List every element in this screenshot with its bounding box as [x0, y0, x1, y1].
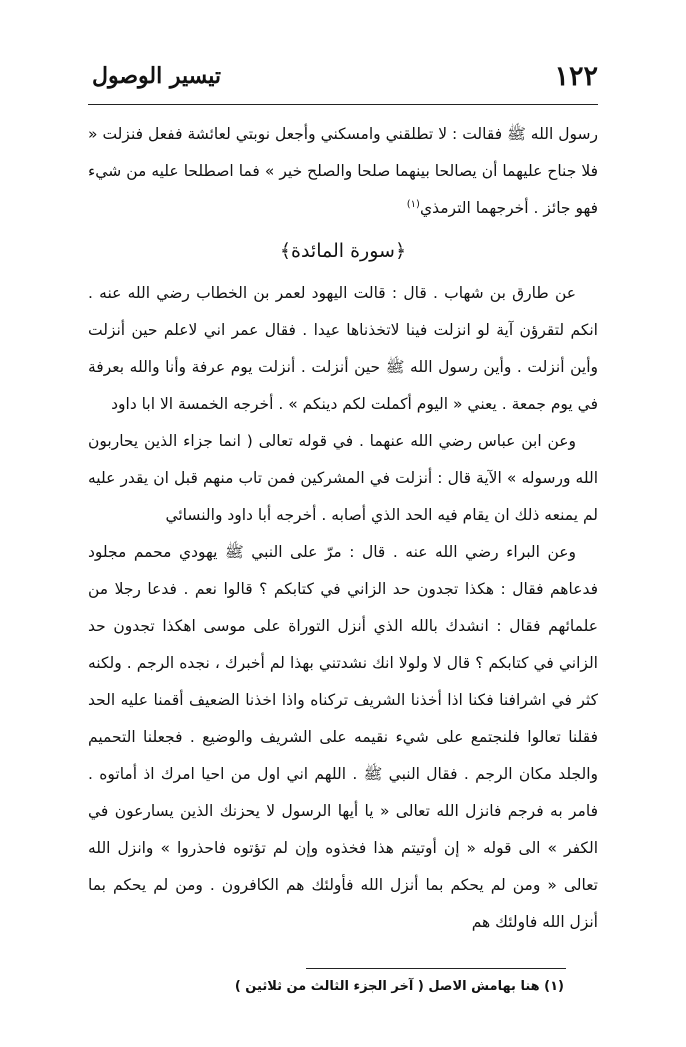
running-head: تيسير الوصول: [92, 63, 222, 89]
surah-title: ﴿سورة المائدة﴾: [279, 240, 407, 262]
paragraph-3: وعن ابن عباس رضي الله عنهما . في قوله تعالى ( انما جزاء الذين يحاربون الله ورسوله » الآية قال : أنزلت في المشركين فمن تاب منهم قبل ان يقدر عليه لم يمنعه ذلك ان يقام فيه الحد الذي أصابه . أخرجه أبا داود والنسائي: [88, 432, 598, 524]
page-header: [92, 56, 598, 96]
page-number: ١٢٢: [554, 60, 598, 92]
paragraph-1: [88, 116, 598, 227]
paragraph-2: عن طارق بن شهاب . قال : قالت اليهود لعمر بن الخطاب رضي الله عنه . انكم لتقرؤن آية لو انزلت فينا لاتخذناها عيدا . فقال عمر اني لاعلم حين أنزلت وأين أنزلت . وأين رسول الله ﷺ حين أنزلت . أنزلت يوم عرفة وأنا والله بعرفة في يوم جمعة . يعني « اليوم أكملت لكم دينكم » . أخرجه الخمسة الا ابا داود: [88, 284, 598, 413]
footnote-ref: (١): [406, 198, 420, 210]
paragraph-1-text: رسول الله ﷺ فقالت : لا تطلقني وامسكني وأجعل نوبتي لعائشة ففعل فنزلت « فلا جناح عليهما أن يصالحا بينهما صلحا والصلح خير » فما اصطلحا عليه من شيء فهو جائز . أخرجهما الترمذي: [88, 125, 598, 217]
header-rule: [88, 104, 598, 105]
paragraph-4: وعن البراء رضي الله عنه . قال : مرّ على النبي ﷺ يهودي محمم مجلود فدعاهم فقال : هكذا تجدون حد الزاني في كتابكم ؟ قالوا نعم . فدعا رجلا من علمائهم فقال : انشدك بالله الذي أنزل التوراة على موسى اهكذا تجدون حد الزاني في كتابكم ؟ قال لا ولولا انك نشدتني بهذا لم أخبرك ، نجده الرجم . ولكنه كثر في اشرافنا فكنا اذا أخذنا الشريف تركناه واذا اخذنا الضعيف أقمنا عليه الحد فقلنا تعالوا فلنجتمع على شيء نقيمه على الشريف والوضيع . فجعلنا التحميم والجلد مكان الرجم . فقال النبي ﷺ . اللهم اني اول من احيا امرك اذ أماتوه . فامر به فرجم فانزل الله تعالى « يا أيها الرسول لا يحزنك الذين يسارعون في الكفر » الى قوله « إن أوتيتم هذا فخذوه وإن لم تؤتوه فاحذروا » وانزل الله تعالى « ومن لم يحكم بما أنزل الله فأولئك هم الكافرون . ومن لم يحكم بما أنزل الله فاولئك هم: [88, 543, 598, 931]
footnote: (١) هنا بهامش الاصل ( آخر الجزء الثالث من ثلاثين ): [234, 979, 564, 994]
footnote-rule: [306, 968, 566, 969]
main-text: [88, 116, 598, 941]
